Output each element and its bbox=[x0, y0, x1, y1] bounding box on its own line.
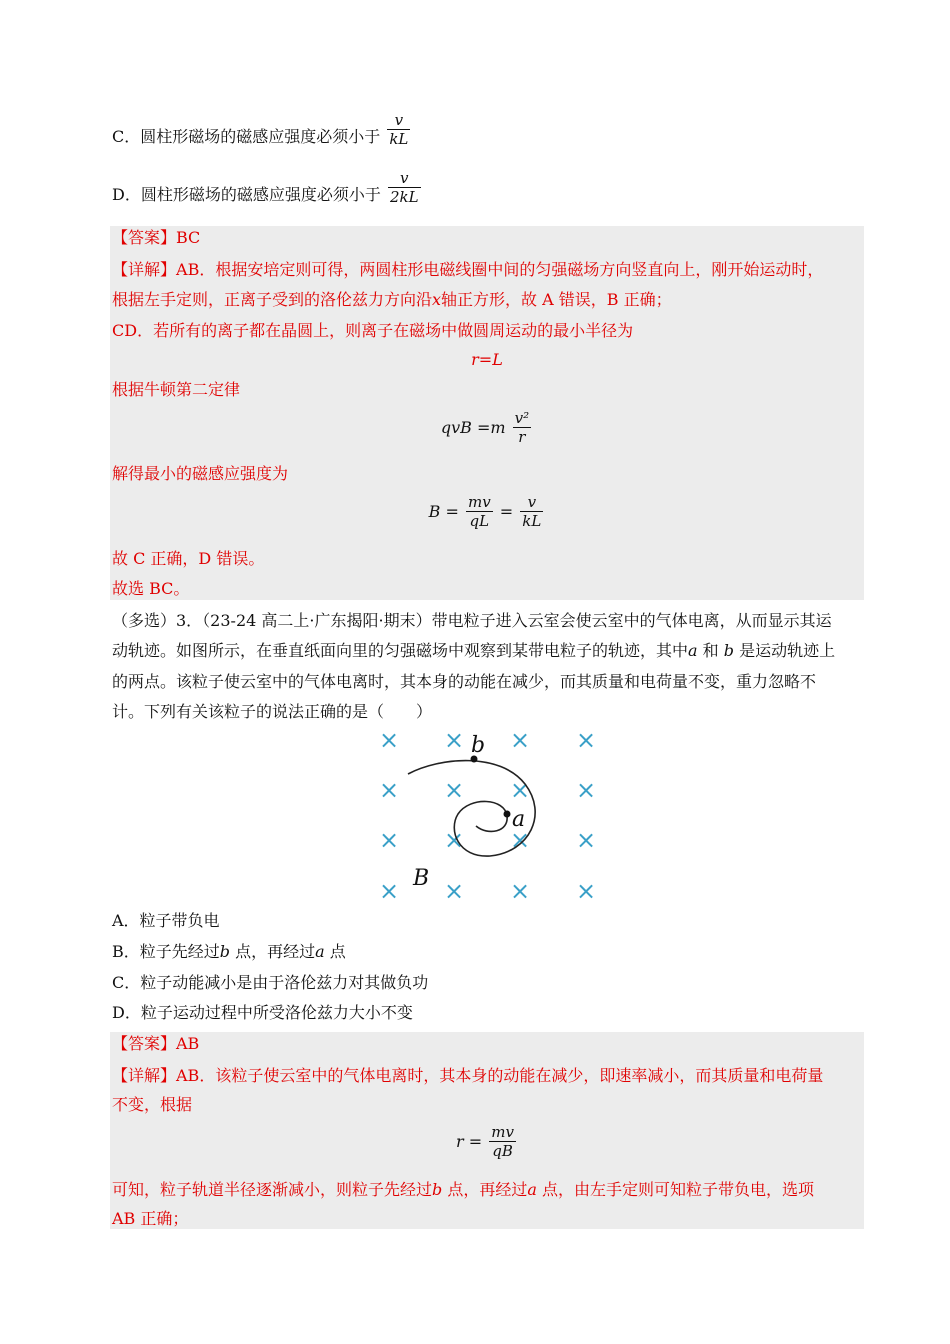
field-cross-mark: × bbox=[378, 877, 400, 902]
q3-option-a: A．粒子带负电 bbox=[112, 911, 220, 930]
q3-point-b-ref: b bbox=[723, 641, 735, 660]
field-cross-mark: × bbox=[378, 776, 400, 804]
q3-eq-left: r = bbox=[456, 1132, 483, 1151]
field-cross-mark: × bbox=[443, 826, 465, 854]
q3-option-b-text-1: B．粒子先经过 bbox=[112, 942, 220, 961]
q3-option-b-point-b: b bbox=[219, 942, 231, 961]
q3-option-b bbox=[112, 942, 346, 962]
field-cross-mark: × bbox=[378, 826, 400, 854]
q2-eq3-fraction-1 bbox=[466, 494, 493, 531]
q2-solve-line: 解得最小的磁感应强度为 bbox=[112, 464, 289, 483]
q2-conclusion-2: 故选 BC。 bbox=[112, 579, 190, 598]
option-c-fraction bbox=[387, 112, 410, 149]
field-cross-mark: × bbox=[509, 826, 531, 854]
point-a-label: a bbox=[512, 807, 526, 832]
q2-eq3-denominator-2: kL bbox=[522, 512, 542, 530]
q2-eq2-numerator: v² bbox=[514, 409, 530, 427]
option-c-numerator: v bbox=[394, 111, 404, 129]
option-c-denominator: kL bbox=[389, 130, 409, 148]
q3-detail-line-3 bbox=[112, 1180, 814, 1200]
q2-newton-line: 根据牛顿第二定律 bbox=[112, 380, 241, 399]
q3-option-c: C．粒子动能减小是由于洛伦兹力对其做负功 bbox=[112, 973, 429, 992]
q2-equation-1: r=L bbox=[471, 350, 503, 369]
q3-detail-line-4: AB 正确； bbox=[112, 1209, 189, 1228]
field-b-label: B bbox=[413, 866, 430, 891]
field-cross-mark: × bbox=[509, 877, 531, 902]
q3-eq-numerator: mv bbox=[491, 1123, 514, 1141]
q2-detail-text-1: AB．根据安培定则可得，两圆柱形电磁线圈中间的匀强磁场方向竖直向上，刚开始运动时， bbox=[176, 260, 824, 279]
option-d-text: D．圆柱形磁场的磁感应强度必须小于 bbox=[112, 185, 381, 204]
q2-detail-text-2b: 轴正方形，故 A 错误，B 正确； bbox=[441, 290, 672, 309]
q2-eq3-left: B = bbox=[428, 502, 459, 521]
q3-detail-text-3a: 可知，粒子轨道半径逐渐减小，则粒子先经过 bbox=[112, 1180, 433, 1199]
q3-stem-text-2b: 和 bbox=[702, 641, 719, 660]
option-d-denominator: 2kL bbox=[389, 188, 419, 206]
q2-eq3-numerator-2: v bbox=[527, 493, 537, 511]
option-c bbox=[112, 111, 412, 149]
field-cross-mark: × bbox=[575, 877, 597, 902]
field-cross-mark: × bbox=[443, 776, 465, 804]
field-cross-mark: × bbox=[378, 726, 400, 754]
q3-detail-line-2: 不变，根据 bbox=[112, 1095, 193, 1114]
q2-eq2-fraction bbox=[513, 410, 532, 447]
field-cross-mark: × bbox=[443, 726, 465, 754]
q2-equation-2 bbox=[110, 410, 864, 447]
option-d-fraction bbox=[388, 170, 421, 207]
q2-answer: 【答案】BC bbox=[112, 228, 201, 247]
q3-stem-line-2 bbox=[112, 641, 835, 661]
q2-detail-line-2 bbox=[112, 290, 672, 310]
q3-equation bbox=[110, 1124, 864, 1161]
option-d bbox=[112, 169, 423, 207]
q2-cd-line: CD．若所有的离子都在晶圆上，则离子在磁场中做圆周运动的最小半径为 bbox=[112, 321, 634, 340]
q2-detail-text-2a: 根据左手定则，正离子受到的洛伦兹力方向沿 bbox=[112, 290, 433, 309]
q2-conclusion-1: 故 C 正确，D 错误。 bbox=[112, 549, 265, 568]
q2-eq2-denominator: r bbox=[513, 427, 532, 447]
option-d-numerator: v bbox=[399, 169, 409, 187]
q3-detail-point-a: a bbox=[527, 1180, 537, 1199]
q3-detail-text-3e: 点，由左手定则可知粒子带负电，选项 bbox=[542, 1180, 815, 1199]
q3-option-d: D．粒子运动过程中所受洛伦兹力大小不变 bbox=[112, 1003, 413, 1022]
q2-x-axis: x bbox=[432, 290, 442, 309]
field-crosses bbox=[379, 726, 596, 902]
q3-detail-text-3c: 点，再经过 bbox=[447, 1180, 528, 1199]
field-cross-mark: × bbox=[575, 776, 597, 804]
q3-point-a-ref: a bbox=[688, 641, 698, 660]
q3-stem-text-2c: 是运动轨迹上 bbox=[739, 641, 836, 660]
q3-detail-point-b: b bbox=[432, 1180, 443, 1199]
point-a-dot bbox=[504, 811, 511, 818]
option-c-text: C．圆柱形磁场的磁感应强度必须小于 bbox=[112, 127, 381, 146]
q2-eq3-equals: = bbox=[499, 502, 514, 521]
field-cross-mark: × bbox=[509, 776, 531, 804]
q3-option-b-text-2: 点，再经过 bbox=[235, 942, 316, 961]
q2-equation-3 bbox=[110, 494, 864, 531]
q3-eq-fraction bbox=[489, 1124, 516, 1161]
magnetic-field-figure bbox=[0, 722, 950, 902]
field-cross-mark: × bbox=[575, 726, 597, 754]
q3-option-b-point-a: a bbox=[315, 942, 325, 961]
field-cross-mark: × bbox=[509, 726, 531, 754]
q3-stem-text-2a: 动轨迹。如图所示，在垂直纸面向里的匀强磁场中观察到某带电粒子的轨迹，其中 bbox=[112, 641, 689, 660]
q3-stem-line-1: （多选）3．（23-24 高二上·广东揭阳·期末）带电粒子进入云室会使云室中的气体电离，从而显示其运 bbox=[112, 611, 832, 630]
field-cross-mark: × bbox=[443, 877, 465, 902]
q2-eq3-denominator-1: qL bbox=[466, 511, 493, 531]
q3-stem-line-4: 计。下列有关该粒子的说法正确的是（ ） bbox=[112, 702, 433, 721]
point-b-label: b bbox=[471, 733, 486, 758]
q2-eq2-left: qvB =m bbox=[440, 418, 506, 437]
q3-stem-line-3: 的两点。该粒子使云室中的气体电离时，其本身的动能在减少，而其质量和电荷量不变，重力忽略不 bbox=[112, 672, 817, 691]
q3-answer: 【答案】AB bbox=[112, 1034, 200, 1053]
q2-detail-prefix: 【详解】 bbox=[112, 260, 177, 279]
q3-option-b-text-3: 点 bbox=[329, 942, 346, 961]
q2-eq3-fraction-2 bbox=[520, 494, 543, 531]
field-cross-mark: × bbox=[575, 826, 597, 854]
q2-detail-line-1 bbox=[112, 260, 823, 280]
q2-eq3-numerator-1: mv bbox=[467, 493, 491, 511]
q3-detail-line-1: 【详解】AB．该粒子使云室中的气体电离时，其本身的动能在减少，即速率减小，而其质量和电荷量 bbox=[112, 1066, 824, 1085]
q3-eq-denominator: qB bbox=[489, 1141, 516, 1161]
